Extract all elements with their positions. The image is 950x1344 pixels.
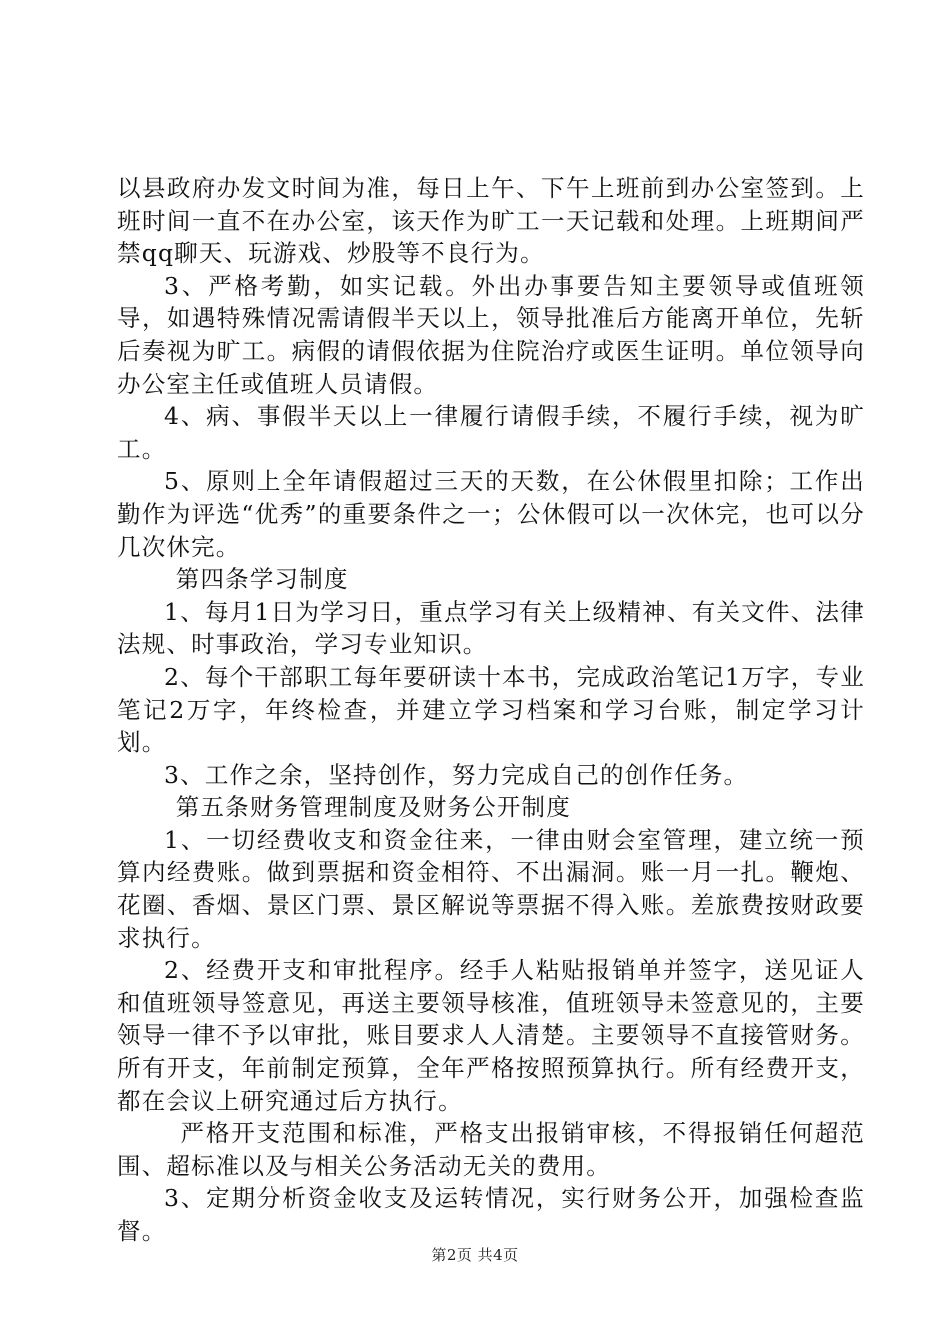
- paragraph-finance-item-2: 2、经费开支和审批程序。经手人粘贴报销单并签字，送见证人和值班领导签意见，再送主要领导核准，值班领导未签意见的，主要领导一律不予以审批，账目要求人人清楚。主要领导不直接管财务。所有开支，年前制定预算，全年严格按照预算执行。所有经费开支，都在会议上研究通过后方执行。: [117, 956, 865, 1115]
- section-heading-finance-system: 第五条财务管理制度及财务公开制度: [175, 793, 571, 822]
- paragraph-study-item-1: 1、每月1日为学习日，重点学习有关上级精神、有关文件、法律法规、时事政治，学习专业知识。: [117, 597, 865, 659]
- paragraph-continued-attendance: 以县政府办发文时间为准，每日上午、下午上班前到办公室签到。上班时间一直不在办公室，该天作为旷工一天记载和处理。上班期间严禁qq聊天、玩游戏、炒股等不良行为。: [117, 174, 865, 268]
- paragraph-finance-item-1: 1、一切经费收支和资金往来，一律由财会室管理，建立统一预算内经费账。做到票据和资金相符、不出漏洞。账一月一扎。鞭炮、花圈、香烟、景区门票、景区解说等票据不得入账。差旅费按财政要求执行。: [117, 825, 865, 952]
- section-heading-study-system: 第四条学习制度: [175, 565, 349, 594]
- paragraph-finance-item-3: 3、定期分析资金收支及运转情况，实行财务公开，加强检查监督。: [117, 1184, 865, 1245]
- document-body: [117, 172, 865, 1248]
- paragraph-item-3-attendance: 3、严格考勤，如实记载。外出办事要告知主要领导或值班领导，如遇特殊情况需请假半天以上，领导批准后方能离开单位，先斩后奏视为旷工。病假的请假依据为住院治疗或医生证明。单位领导向办公室主任或值班人员请假。: [117, 271, 865, 398]
- page-number-footer: 第2页 共4页: [431, 1246, 519, 1264]
- paragraph-item-4-leave: 4、病、事假半天以上一律履行请假手续，不履行手续，视为旷工。: [117, 402, 865, 463]
- paragraph-study-item-3: 3、工作之余，坚持创作，努力完成自己的创作任务。: [164, 760, 749, 789]
- paragraph-finance-scope: 严格开支范围和标准，严格支出报销审核，不得报销任何超范围、超标准以及与相关公务活动无关的费用。: [117, 1119, 865, 1180]
- paragraph-study-item-2: 2、每个干部职工每年要研读十本书，完成政治笔记1万字，专业笔记2万字，年终检查，并建立学习档案和学习台账，制定学习计划。: [117, 662, 865, 757]
- paragraph-item-5-annual-leave: 5、原则上全年请假超过三天的天数，在公休假里扣除；工作出勤作为评选“优秀”的重要条件之一；公休假可以一次休完，也可以分几次休完。: [117, 467, 865, 561]
